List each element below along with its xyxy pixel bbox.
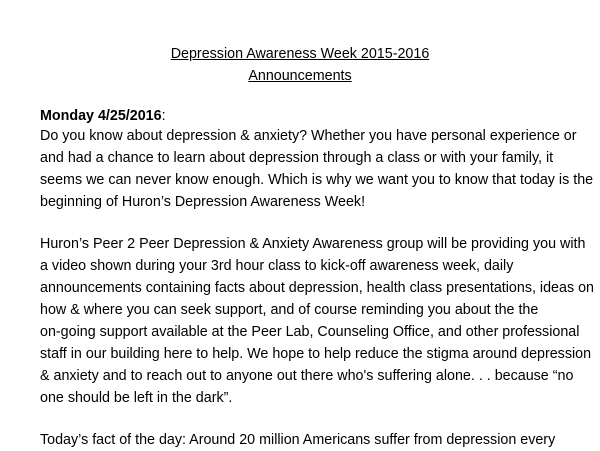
date-heading: Monday 4/25/2016 bbox=[40, 108, 162, 124]
paragraph2-line: & anxiety and to reach out to anyone out there who's suffering alone. . . because “no bbox=[40, 368, 574, 384]
paragraph2-line: one should be left in the dark”. bbox=[40, 390, 233, 406]
date-heading-line bbox=[40, 105, 166, 127]
paragraph1-line: Do you know about depression & anxiety? Whether you have personal experience or bbox=[40, 128, 577, 144]
paragraph2-line: how & where you can seek support, and of course reminding you about the the bbox=[40, 302, 539, 318]
date-heading-suffix: : bbox=[161, 108, 166, 124]
paragraph2-line: announcements containing facts about depression, health class presentations, ideas on bbox=[40, 280, 594, 296]
document-title: Depression Awareness Week 2015-2016 bbox=[170, 46, 430, 62]
paragraph2-line: staff in our building here to help. We hope to help reduce the stigma around depression bbox=[40, 346, 592, 362]
document-subtitle: Announcements bbox=[248, 68, 352, 84]
paragraph2-line: a video shown during your 3rd hour class to kick-off awareness week, daily bbox=[40, 258, 514, 274]
paragraph1-line: seems we can never know enough. Which is why we want you to know that today is the bbox=[40, 172, 594, 188]
paragraph2-line: on-going support available at the Peer Lab, Counseling Office, and other professional bbox=[40, 324, 580, 340]
paragraph3-line: Today’s fact of the day: Around 20 million Americans suffer from depression every bbox=[40, 432, 556, 448]
paragraph2-line: Huron’s Peer 2 Peer Depression & Anxiety Awareness group will be providing you with bbox=[40, 236, 586, 252]
paragraph1-line: beginning of Huron’s Depression Awareness Week! bbox=[40, 194, 366, 210]
paragraph1-line: and had a chance to learn about depression through a class or with your family, it bbox=[40, 150, 554, 166]
